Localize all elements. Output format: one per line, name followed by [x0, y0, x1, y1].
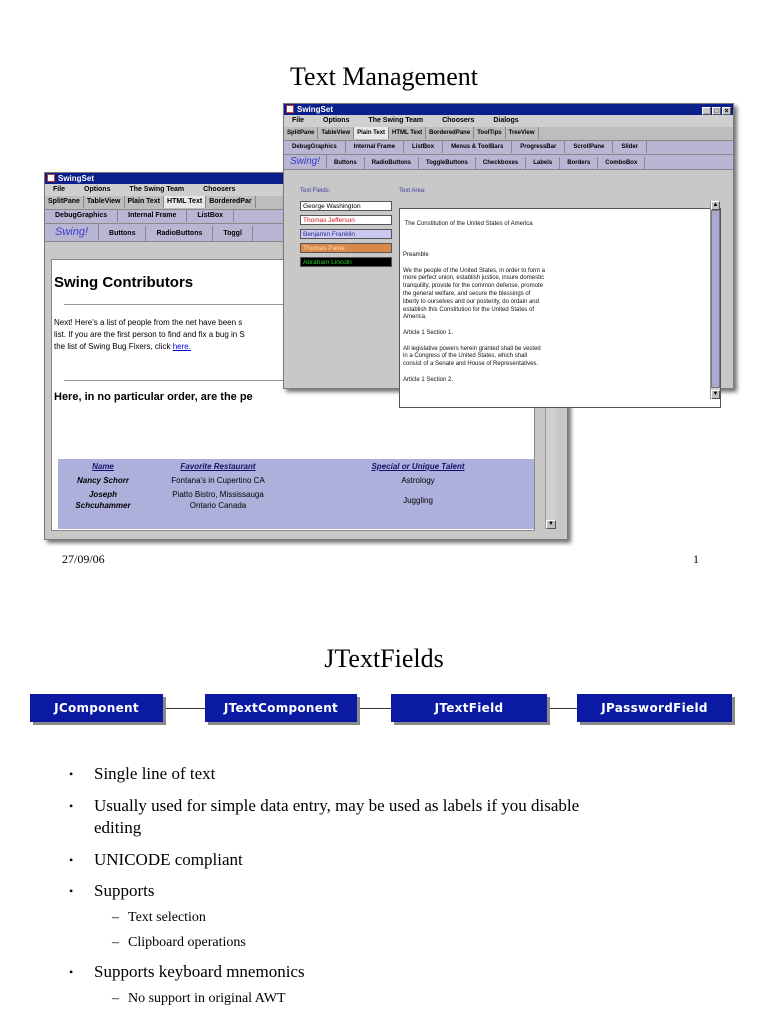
paragraph-line-3	[54, 341, 191, 353]
swing-contributors-heading: Swing Contributors	[54, 274, 194, 291]
text-area-content: The Constitution of the United States of America Preamble We the people of the United States, in order to form a more perfect union, establish justice, insure domestic tranquility, provide for the common defense, promote the general welfare, and secure the blessings of liberty to ourselves and our posterity, do ordain and establish this Constitution for the United States of America. Article 1 Section 1. All legislative powers herein granted shall be vested in a Congress of the United States, which shall consist of a Senate and House of Representatives. Article 1 Section 2.	[403, 220, 545, 383]
paragraph-line-1: Next! Here's a list of people from the net have been s	[54, 318, 243, 327]
scroll-up-arrow-icon[interactable]: ▲	[712, 202, 719, 208]
bug-fixers-link[interactable]: here.	[172, 342, 191, 351]
tab-progressbar[interactable]: ProgressBar	[512, 141, 565, 153]
constitution-text-area[interactable]	[399, 208, 721, 408]
tab-combobox[interactable]: ComboBox	[598, 157, 645, 170]
tab-radiobuttons[interactable]: RadioButtons	[365, 157, 419, 170]
class-box-jtextcomponent: JTextComponent	[205, 694, 357, 722]
table-cell-name: Schcuhammer	[75, 501, 131, 510]
text-area-scrollbar[interactable]	[710, 201, 720, 399]
bullet-icon: •	[69, 853, 74, 867]
text-field-thomas-paine[interactable]: Thomas Paine	[300, 243, 392, 253]
paragraph-text: the list of Swing Bug Fixers, click	[54, 342, 173, 351]
menu-choosers[interactable]: Choosers	[203, 186, 236, 193]
paragraph-line-2: list. If you are the first person to find and fix a bug in S	[54, 330, 245, 339]
bullet-text: UNICODE compliant	[94, 850, 243, 869]
col-header-restaurant: Favorite Restaurant	[180, 462, 256, 471]
text-field-benjamin[interactable]: Benjamin Franklin	[300, 229, 392, 239]
tab-row-1	[284, 127, 733, 141]
menu-swing-team[interactable]: The Swing Team	[129, 186, 185, 193]
hierarchy-connector	[163, 708, 205, 709]
menu-options[interactable]: Options	[323, 117, 350, 124]
tab-bordered-pane[interactable]: BorderedPar	[206, 196, 255, 208]
slide-title-jtextfields: JTextFields	[324, 644, 444, 673]
sub-bullet-text: Text selection	[128, 910, 206, 925]
contributors-intro: Here, in no particular order, are the pe	[54, 391, 253, 403]
tab-buttons[interactable]: Buttons	[327, 157, 365, 170]
bullet-item	[69, 962, 305, 982]
minimize-icon[interactable]: _	[702, 107, 711, 115]
tab-debug-graphics[interactable]: DebugGraphics	[284, 141, 346, 153]
swingset-window-plain-text	[283, 103, 734, 397]
bullet-item	[69, 881, 155, 901]
slide-page-number: 1	[693, 552, 699, 566]
tab-buttons[interactable]: Buttons	[99, 226, 146, 242]
table-cell-name: Joseph	[88, 490, 117, 499]
text-field-abraham[interactable]: Abraham Lincoln	[300, 257, 392, 267]
bullet-item	[69, 796, 580, 816]
bullet-icon: •	[69, 799, 74, 813]
table-cell-restaurant: Ontario Canada	[189, 501, 247, 510]
tab-checkboxes[interactable]: Checkboxes	[476, 157, 526, 170]
text-field-george[interactable]: George Washington	[300, 201, 392, 211]
tab-tooltips[interactable]: ToolTips	[474, 127, 505, 139]
hierarchy-connector	[547, 708, 577, 709]
tab-labels[interactable]: Labels	[526, 157, 560, 170]
bullet-text: Supports keyboard mnemonics	[94, 962, 305, 981]
sub-bullet-item	[112, 910, 206, 926]
window-titlebar[interactable]	[284, 104, 733, 115]
hierarchy-connector	[357, 708, 391, 709]
tab-borders[interactable]: Borders	[560, 157, 598, 170]
menu-dialogs[interactable]: Dialogs	[493, 117, 519, 124]
bullet-icon: •	[69, 767, 74, 781]
tab-treeview[interactable]: TreeView	[506, 127, 539, 139]
tab-splitpane[interactable]: SplitPane	[45, 196, 84, 208]
java-app-icon	[286, 105, 294, 113]
tab-internal-frame[interactable]: Internal Frame	[118, 210, 187, 222]
bullet-icon: •	[69, 884, 74, 898]
sub-bullet-text: Clipboard operations	[128, 935, 246, 950]
sub-bullet-item	[112, 935, 246, 951]
tab-togglebuttons[interactable]: ToggleButtons	[419, 157, 476, 170]
tab-tableview[interactable]: TableView	[84, 196, 125, 208]
class-box-jcomponent: JComponent	[30, 694, 163, 722]
text-fields-label: Text Fields:	[300, 188, 331, 194]
tab-togglebuttons[interactable]: Toggl	[213, 226, 253, 242]
tab-listbox[interactable]: ListBox	[404, 141, 443, 153]
menu-options[interactable]: Options	[84, 186, 111, 193]
tab-row-3	[284, 155, 733, 170]
tab-row-2	[284, 141, 733, 155]
bullet-item-continuation	[94, 818, 141, 838]
tab-radiobuttons[interactable]: RadioButtons	[146, 226, 213, 242]
scroll-down-arrow-icon[interactable]: ▼	[712, 391, 719, 397]
slide-title-text-management: Text Management	[289, 62, 479, 91]
menu-file[interactable]: File	[292, 117, 305, 124]
col-header-name: Name	[92, 462, 114, 471]
bullet-text: Supports	[94, 881, 155, 900]
tab-scrollpane[interactable]: ScrollPane	[565, 141, 613, 153]
contributors-table	[58, 459, 534, 529]
scroll-down-arrow-icon[interactable]: ▼	[546, 520, 556, 529]
maximize-icon[interactable]: □	[712, 107, 721, 115]
bullet-item	[69, 850, 243, 870]
table-cell-talent: Astrology	[401, 476, 435, 485]
table-cell-restaurant: Fontana's in Cupertino CA	[171, 476, 265, 485]
tab-debug-graphics[interactable]: DebugGraphics	[45, 210, 118, 222]
table-cell-talent: Juggling	[403, 496, 433, 505]
java-app-icon	[47, 174, 55, 182]
text-area-label: Text Area:	[399, 188, 426, 194]
menu-choosers[interactable]: Choosers	[442, 117, 475, 124]
bullet-text: Usually used for simple data entry, may be used as labels if you disable	[94, 796, 580, 815]
bullet-item	[69, 764, 216, 784]
tab-html-text[interactable]: HTML Text	[164, 196, 206, 208]
tab-plain-text[interactable]: Plain Text	[125, 196, 165, 208]
tab-splitpane[interactable]: SplitPane	[284, 127, 318, 139]
text-field-thomas-jefferson[interactable]: Thomas Jefferson	[300, 215, 392, 225]
menu-swing-team[interactable]: The Swing Team	[368, 117, 424, 124]
tab-tableview[interactable]: TableView	[318, 127, 354, 139]
window-controls	[701, 105, 731, 116]
class-box-jtextfield: JTextField	[391, 694, 547, 722]
tab-plain-text[interactable]: Plain Text	[354, 127, 389, 139]
tab-menus-toolbars[interactable]: Menus & ToolBars	[443, 141, 512, 153]
tab-swing[interactable]: Swing!	[45, 224, 99, 240]
tab-listbox[interactable]: ListBox	[187, 210, 234, 222]
dash-icon: –	[112, 910, 119, 925]
window-title: SwingSet	[297, 105, 334, 114]
slide-date: 27/09/06	[62, 552, 105, 566]
tab-internal-frame[interactable]: Internal Frame	[346, 141, 404, 153]
tab-html-text[interactable]: HTML Text	[389, 127, 426, 139]
table-cell-name: Nancy Schorr	[76, 476, 130, 485]
menu-file[interactable]: File	[53, 186, 66, 193]
table-cell-restaurant: Piatto Bistro, Mississauga	[172, 490, 264, 499]
tab-slider[interactable]: Slider	[613, 141, 647, 153]
scroll-thumb[interactable]	[711, 210, 720, 388]
col-header-talent: Special or Unique Talent	[371, 462, 465, 471]
close-icon[interactable]: ×	[722, 107, 731, 115]
class-box-jpasswordfield: JPasswordField	[577, 694, 732, 722]
tab-swing[interactable]: Swing!	[284, 155, 327, 168]
dash-icon: –	[112, 935, 119, 950]
menu-bar	[284, 115, 733, 127]
sub-bullet-item	[112, 991, 286, 1007]
dash-icon: –	[112, 991, 119, 1006]
bullet-icon: •	[69, 965, 74, 979]
sub-bullet-text: No support in original AWT	[128, 991, 286, 1006]
bullet-text: Single line of text	[94, 764, 216, 783]
window-title: SwingSet	[58, 174, 95, 183]
bullet-text: editing	[94, 818, 142, 837]
tab-bordered-pane[interactable]: BorderedPane	[426, 127, 474, 139]
